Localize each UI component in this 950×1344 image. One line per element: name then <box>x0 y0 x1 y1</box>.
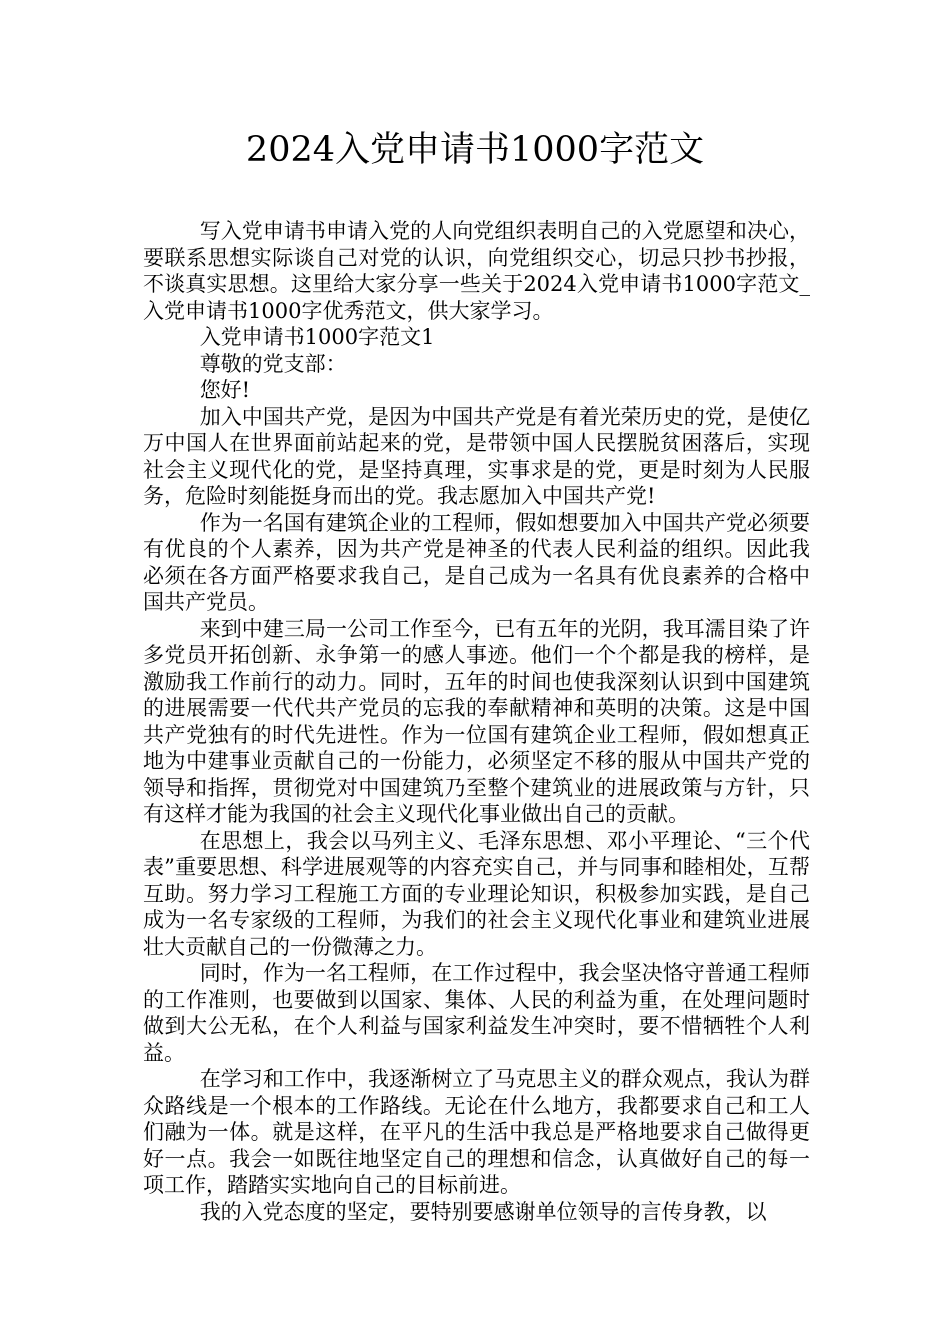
paragraph-intro: 写入党申请书申请入党的人向党组织表明自己的入党愿望和决心，要联系思想实际谈自己对党的认识，向党组织交心，切忌只抄书抄报，不谈真实思想。这里给大家分享一些关于2024入党申请书1000字范文_入党申请书1000字优秀范文，供大家学习。 <box>143 219 810 323</box>
document-body <box>143 218 810 1225</box>
paragraph-body-3: 来到中建三局一公司工作至今，已有五年的光阴，我耳濡目染了许多党员开拓创新、永争第一的感人事迹。他们一个个都是我的榜样，是激励我工作前行的动力。同时，五年的时间也使我深刻认识到中国建筑的进展需要一代代共产党员的忘我的奉献精神和英明的决策。这是中国共产党独有的时代先进性。作为一位国有建筑企业工程师，假如想真正地为中建事业贡献自己的一份能力，必须坚定不移的服从中国共产党的领导和指挥，贯彻党对中国建筑乃至整个建筑业的进展政策与方针，只有这样才能为我国的社会主义现代化事业做出自己的贡献。 <box>143 616 810 826</box>
paragraph-body-2: 作为一名国有建筑企业的工程师，假如想要加入中国共产党必须要有优良的个人素养，因为共产党是神圣的代表人民利益的组织。因此我必须在各方面严格要求我自己，是自己成为一名具有优良素养的合格中国共产党员。 <box>143 510 810 614</box>
paragraph-body-6: 在学习和工作中，我逐渐树立了马克思主义的群众观点，我认为群众路线是一个根本的工作路线。无论在什么地方，我都要求自己和工人们融为一体。就是这样，在平凡的生活中我总是严格地要求自己做得更好一点。我会一如既往地坚定自己的理想和信念，认真做好自己的每一项工作，踏踏实实地向自己的目标前进。 <box>143 1067 810 1197</box>
paragraph-section-heading: 入党申请书1000字范文1 <box>199 325 435 349</box>
document-title: 2024入党申请书1000字范文 <box>245 130 705 170</box>
paragraph-greeting: 您好! <box>199 378 251 402</box>
paragraph-body-4: 在思想上，我会以马列主义、毛泽东思想、邓小平理论、“三个代表”重要思想、科学进展观等的内容充实自己，并与同事和睦相处，互帮互助。努力学习工程施工方面的专业理论知识，积极参加实践，是自己成为一名专家级的工程师，为我们的社会主义现代化事业和建筑业进展壮大贡献自己的一份微薄之力。 <box>143 828 810 959</box>
paragraph-body-5: 同时，作为一名工程师，在工作过程中，我会坚决恪守普通工程师的工作准则，也要做到以国家、集体、人民的利益为重，在处理问题时做到大公无私，在个人利益与国家利益发生冲突时，要不惜牺牲个人利益。 <box>143 961 810 1065</box>
paragraph-body-7: 我的入党态度的坚定，要特别要感谢单位领导的言传身教，以 <box>199 1199 767 1224</box>
paragraph-body-1: 加入中国共产党，是因为中国共产党是有着光荣历史的党，是使亿万中国人在世界面前站起来的党，是带领中国人民摆脱贫困落后，实现社会主义现代化的党，是坚持真理，实事求是的党，更是时刻为人民服务，危险时刻能挺身而出的党。我志愿加入中国共产党! <box>143 404 810 508</box>
paragraph-salutation: 尊敬的党支部： <box>199 351 347 376</box>
